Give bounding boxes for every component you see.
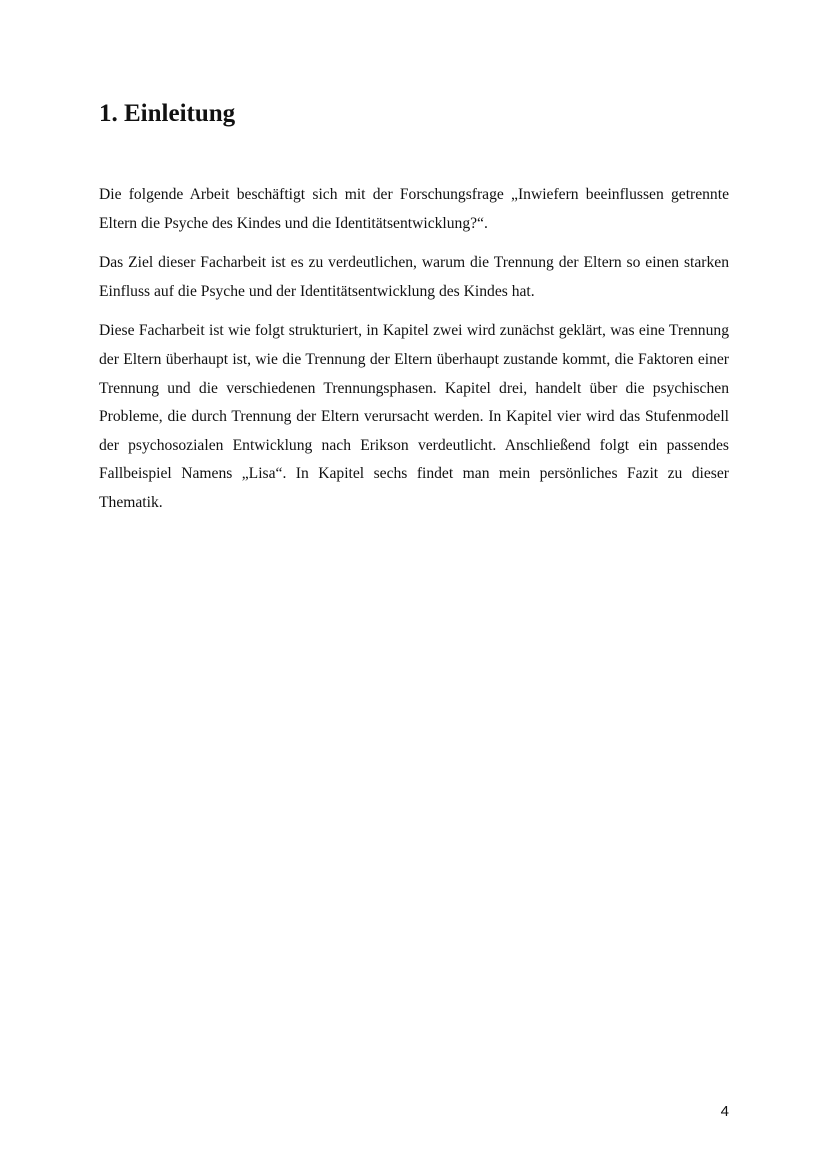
page-number: 4 <box>720 1103 729 1120</box>
paragraph-structure: Diese Facharbeit ist wie folgt strukturiert, in Kapitel zwei wird zunächst geklärt, was eine Trennung der Eltern überhaupt ist, wie die Trennung der Eltern überhaupt zustande kommt, die Faktoren einer Trennung und die verschiedenen Trennungsphasen. Kapitel drei, handelt über die psychischen Probleme, die durch Trennung der Eltern verursacht werden. In Kapitel vier wird das Stufenmodell der psychosozialen Entwicklung nach Erikson verdeutlicht. Anschließend folgt ein passendes Fallbeispiel Namens „Lisa“. In Kapitel sechs findet man mein persönliches Fazit zu dieser Thematik. <box>99 322 729 511</box>
body-text <box>99 181 729 518</box>
section-heading: 1. Einleitung <box>99 100 236 127</box>
paragraph-goal: Das Ziel dieser Facharbeit ist es zu verdeutlichen, warum die Trennung der Eltern so einen starken Einfluss auf die Psyche und der Identitätsentwicklung des Kindes hat. <box>99 254 729 300</box>
paragraph-research-question: Die folgende Arbeit beschäftigt sich mit der Forschungsfrage „Inwiefern beeinflussen getrennte Eltern die Psyche des Kindes und die Identitätsentwicklung?“. <box>99 186 729 232</box>
